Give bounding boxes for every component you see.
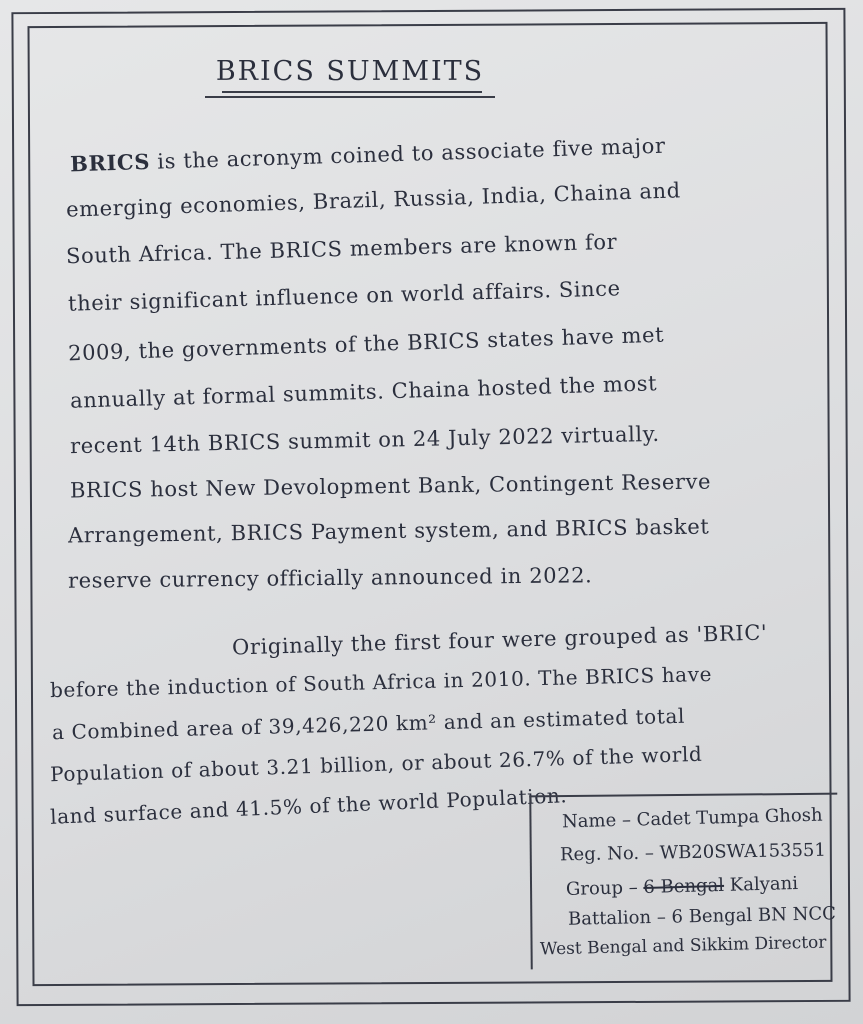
para2-line-2: before the induction of South Africa in 2010. The BRICS have <box>49 661 713 703</box>
signature-directorate: West Bengal and Sikkim Director <box>539 932 827 960</box>
para2-line-3: a Combined area of 39,426,220 km² and an estimated total <box>51 703 686 745</box>
para1-line-7: recent 14th BRICS summit on 24 July 2022 virtually. <box>69 421 660 459</box>
para1-line-3: South Africa. The BRICS members are known for <box>65 229 618 269</box>
para1-line-4: their significant influence on world affairs. Since <box>67 276 621 316</box>
para2-line-4: Population of about 3.21 billion, or about 26.7% of the world <box>49 741 703 787</box>
page-title: BRICS SUMMITS <box>215 56 485 87</box>
para1-line-9: Arrangement, BRICS Payment system, and BRICS basket <box>67 514 710 548</box>
para2-line-5: land surface and 41.5% of the world Population. <box>49 783 568 829</box>
signature-battalion: Battalion – 6 Bengal BN NCC <box>567 903 837 930</box>
title-underline-2 <box>205 96 495 98</box>
para1-line-2: emerging economies, Brazil, Russia, India, Chaina and <box>65 178 682 222</box>
para1-line-1-text: is the acronym coined to associate five major <box>149 133 666 174</box>
para1-line-8: BRICS host New Devolopment Bank, Contingent Reserve <box>69 469 712 503</box>
para2-line-1: Originally the first four were grouped as 'BRIC' <box>231 620 768 660</box>
para1-line-10: reserve currency officially announced in 2022. <box>67 563 593 593</box>
signature-group-struck: 6 Bengal <box>643 874 725 899</box>
signature-group-value: Kalyani <box>723 872 799 896</box>
para1-line-6: annually at formal summits. Chaina hosted the most <box>69 371 658 413</box>
signature-group-prefix: Group – <box>565 877 644 901</box>
signature-reg-no: Reg. No. – WB20SWA153551 <box>559 839 827 866</box>
lead-word: BRICS <box>69 148 151 177</box>
para1-line-5: 2009, the governments of the BRICS states have met <box>67 322 665 366</box>
signature-name: Name – Cadet Tumpa Ghosh <box>561 804 823 833</box>
title-underline <box>222 91 482 93</box>
